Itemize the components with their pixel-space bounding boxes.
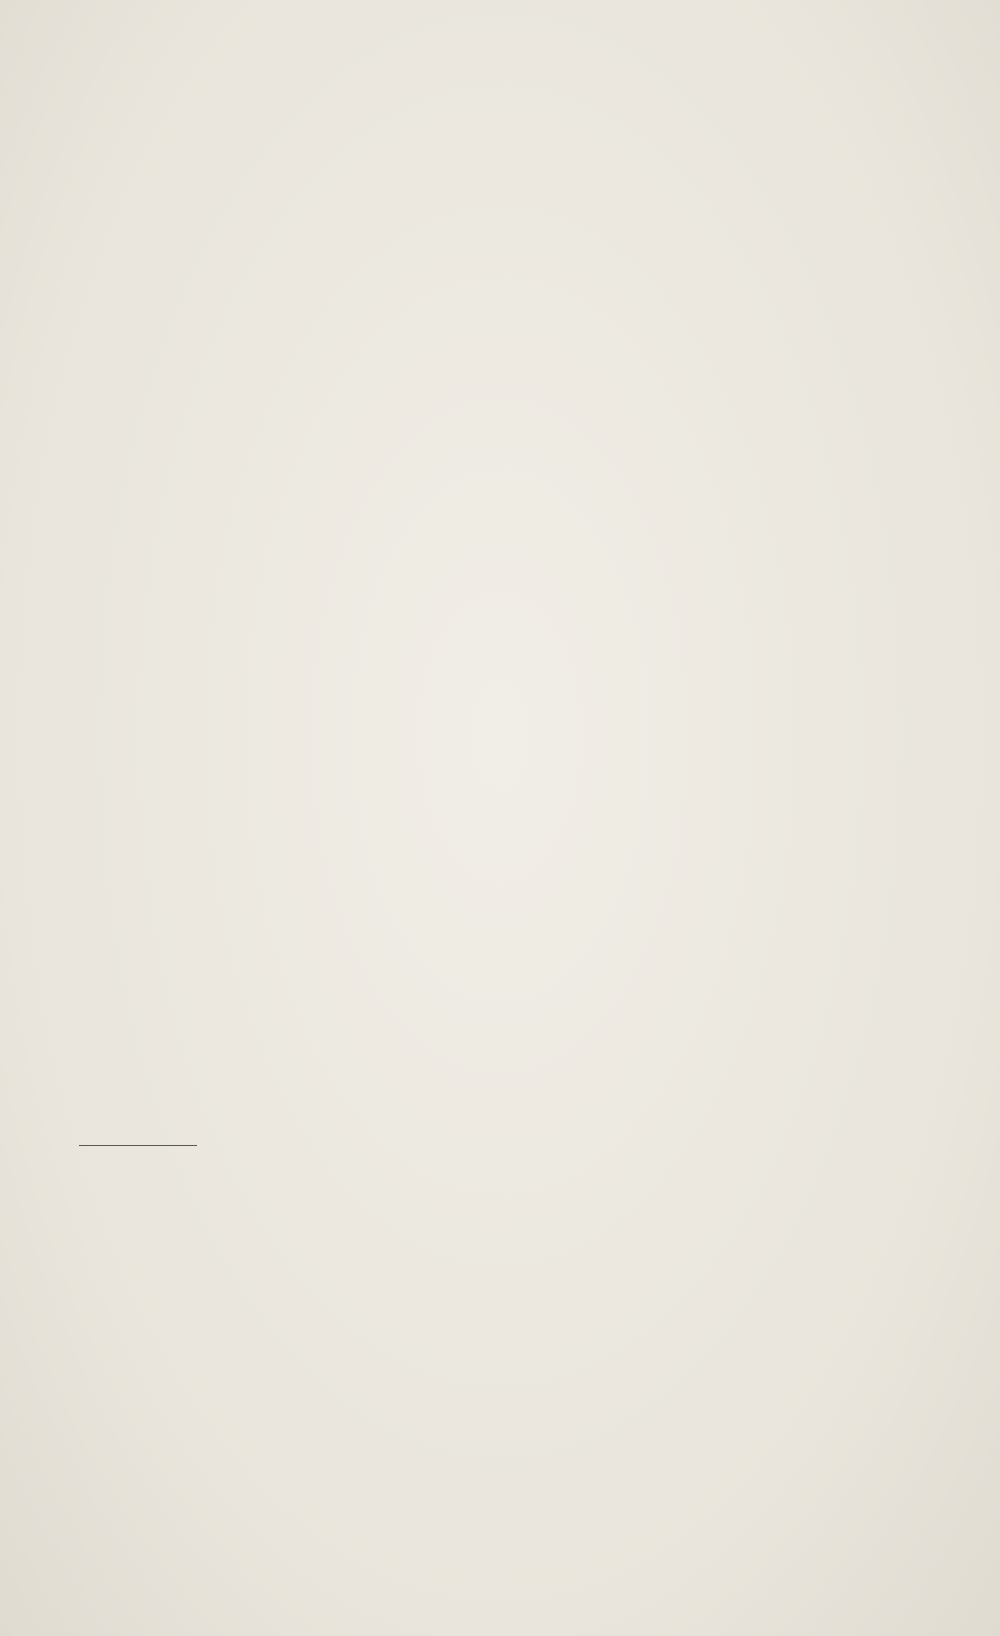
body-line xyxy=(79,122,943,154)
body-text xyxy=(79,122,943,186)
footnotes xyxy=(79,1156,943,1162)
body-line xyxy=(79,154,943,186)
footnote-divider xyxy=(79,1145,197,1146)
footnote-gap xyxy=(79,1156,943,1162)
